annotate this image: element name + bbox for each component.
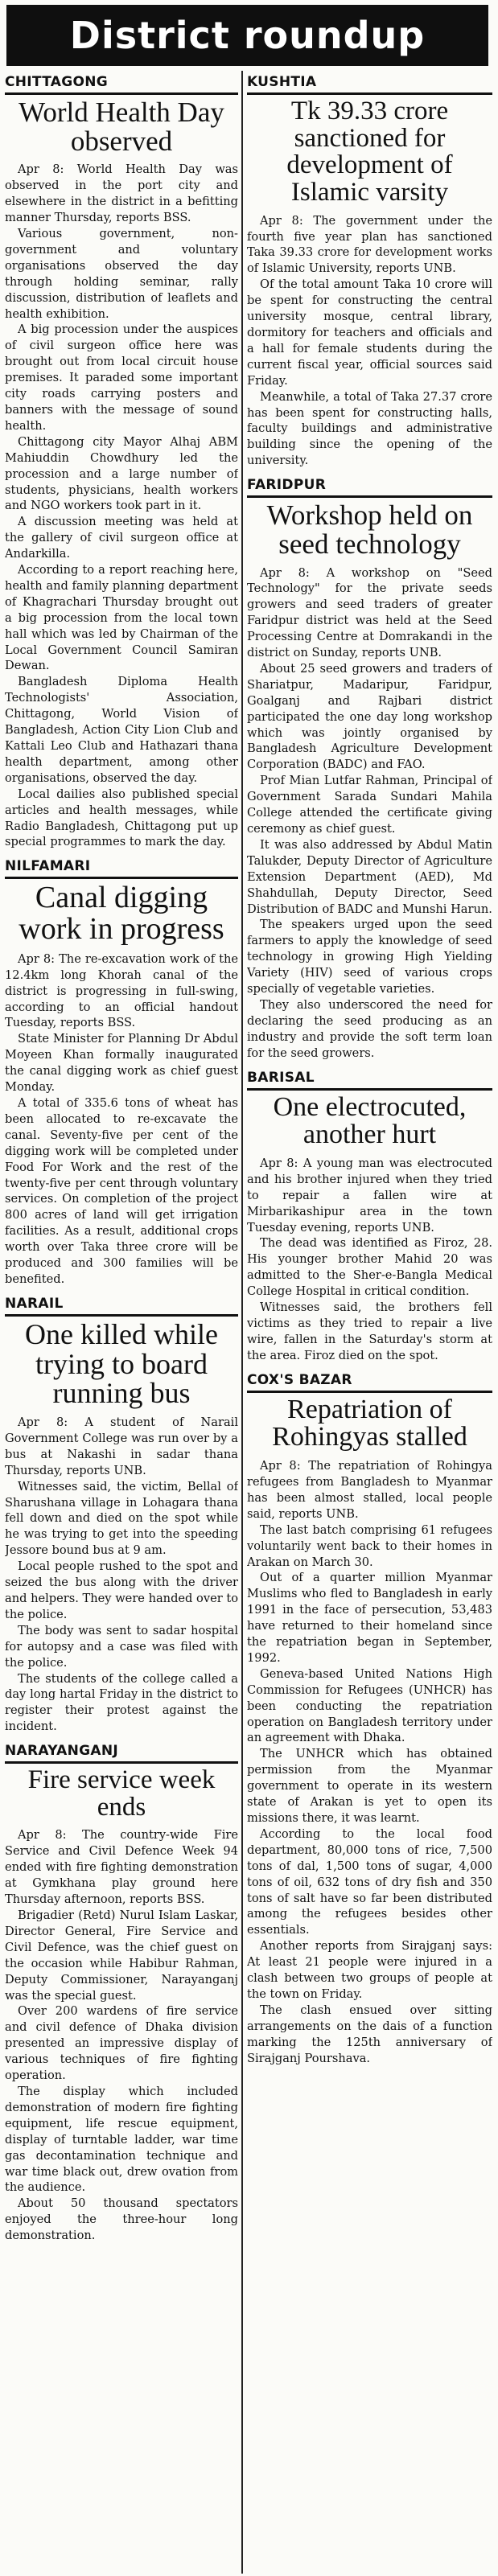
story-paragraph: Meanwhile, a total of Taka 27.37 crore has been spent for constructing halls, faculty buildings and administrative building since the opening of the university.: [247, 389, 492, 468]
story-dateline: CHITTAGONG: [5, 74, 238, 95]
story-nilfamari: [5, 858, 238, 1288]
story-dateline: BARISAL: [247, 1070, 492, 1091]
story-paragraph: The UNHCR which has obtained permission from the Myanmar government to operate in its western state of Arakan is yet to open its missions there, it was learnt.: [247, 1747, 492, 1825]
story-headline: Canal digging work in progress: [19, 881, 224, 947]
story-coxs-bazar: [247, 1372, 492, 2067]
story-headline: World Health Day observed: [19, 97, 224, 157]
story-paragraph: Apr 8: The repatriation of Rohingya refugees from Bangladesh to Myanmar has been almost stalled, local people said, reports UNB.: [247, 1459, 492, 1521]
story-body: [5, 951, 238, 1288]
story-dateline: KUSHTIA: [247, 74, 492, 95]
story-barisal: [247, 1070, 492, 1364]
story-paragraph: Various government, non-government and voluntary organisations observed the day through holding seminar, rally discussion, distribution of leaflets and health exhibition.: [5, 227, 238, 321]
story-headline: One electrocuted, another hurt: [273, 1091, 467, 1150]
story-paragraph: Another reports from Sirajganj says: At least 21 people were injured in a clash between two groups of people at the town on Friday.: [247, 1939, 492, 2001]
story-paragraph: Of the total amount Taka 10 crore will be spent for constructing the central university mosque, central library, dormitory for teachers and officials and a hall for female students during the current fiscal year, official sources said Friday.: [247, 277, 492, 388]
story-paragraph: The clash ensued over sitting arrangements on the dais of a function marking the 125th anniversary of Sirajganj Pourshava.: [247, 2003, 492, 2065]
section-masthead: [6, 5, 488, 66]
story-paragraph: The last batch comprising 61 refugees voluntarily went back to their homes in Arakan on March 30.: [247, 1522, 492, 1569]
story-paragraph: About 50 thousand spectators enjoyed the three-hour long demonstration.: [5, 2196, 238, 2243]
story-paragraph: Apr 8: A workshop on "Seed Technology" for the private seeds growers and seed traders of greater Faridpur district was held at the Seed Processing Centre at Domrakandi in the district on Sunday, reports UNB.: [247, 565, 492, 660]
story-paragraph: According to a report reaching here, health and family planning department of Khagrachari Thursday brought out a big procession from the local town hall which was led by Chairman of the Local Government Council Samiran Dewan.: [5, 563, 238, 673]
story-paragraph: The students of the college called a day long hartal Friday in the district to register their protest against the incident.: [5, 1671, 238, 1734]
story-headline: Fire service week ends: [27, 1765, 216, 1822]
story-paragraph: According to the local food department, 80,000 tons of rice, 7,500 tons of dal, 1,500 tons of sugar, 4,000 tons of oil, 632 tons of dry fish and 350 tons of salt have so far been distributed among the refugees besides other essentials.: [247, 1826, 492, 1937]
story-headline: One killed while trying to board running bus: [25, 1317, 218, 1410]
story-paragraph: Local dailies also published special articles and health messages, while Radio Bangladesh, Chittagong put up special programmes to mark the day.: [5, 787, 238, 849]
story-body: [247, 1156, 492, 1364]
story-paragraph: Prof Mian Lutfar Rahman, Principal of Government Sarada Sundari Mahila College attended the certificate giving ceremony as chief guest.: [247, 774, 492, 836]
story-body: [5, 162, 238, 850]
left-column: [5, 74, 238, 2574]
story-headline: Workshop held on seed technology: [266, 499, 473, 560]
story-paragraph: Apr 8: The government under the fourth five year plan has sanctioned Taka 39.33 crore for development works of Islamic University, reports UNB.: [247, 213, 492, 276]
right-column: [247, 74, 492, 2574]
story-narayanganj: [5, 1743, 238, 2244]
story-headline: Repatriation of Rohingyas stalled: [272, 1394, 467, 1452]
story-paragraph: The dead was identified as Firoz, 28. His younger brother Mahid 20 was admitted to the Sher-e-Bangla Medical College Hospital in critical condition.: [247, 1236, 492, 1299]
story-dateline: FARIDPUR: [247, 477, 492, 498]
story-paragraph: A big procession under the auspices of civil surgeon office here was brought out from local circuit house premises. It paraded some important city roads carrying posters and banners with the message of sound health.: [5, 323, 238, 433]
story-paragraph: Apr 8: The re-excavation work of the 12.4km long Khorah canal of the district is progressing in full-swing, according to an official handout Tuesday, reports BSS.: [5, 951, 238, 1030]
story-paragraph: They also underscored the need for declaring the seed producing as an industry and provide the soft term loan for the seed growers.: [247, 997, 492, 1060]
column-divider: [241, 71, 243, 2574]
story-paragraph: Geneva-based United Nations High Commission for Refugees (UNHCR) has been conducting the repatriation operation on Bangladesh territory under an agreement with Dhaka.: [247, 1666, 492, 1745]
story-paragraph: Local people rushed to the spot and seized the bus along with the driver and helpers. They were handed over to the police.: [5, 1559, 238, 1621]
story-paragraph: The body was sent to sadar hospital for autopsy and a case was filed with the police.: [5, 1623, 238, 1670]
story-kushtia: [247, 74, 492, 469]
story-paragraph: Out of a quarter million Myanmar Muslims who fled to Bangladesh in early 1991 in the face of persecution, 53,483 have returned to their homeland since the repatriation began in September, 1992.: [247, 1571, 492, 1665]
story-body: [247, 1458, 492, 2066]
story-paragraph: Over 200 wardens of fire service and civil defence of Dhaka division presented an impressive display of various techniques of fire fighting operation.: [5, 2004, 238, 2083]
story-body: [247, 565, 492, 1062]
story-paragraph: Witnesses said, the brothers fell victims as they tried to repair a live wire, fallen in the Saturday's storm at the area. Firoz died on the spot.: [247, 1300, 492, 1362]
story-dateline: NARAIL: [5, 1296, 238, 1317]
story-paragraph: Apr 8: A young man was electrocuted and his brother injured when they tried to repair a fallen wire at Mirbarikashipur area in the town Tuesday evening, reports UNB.: [247, 1156, 492, 1235]
section-title: District roundup: [69, 14, 426, 57]
story-paragraph: Apr 8: The country-wide Fire Service and Civil Defence Week 94 ended with fire fighting demonstration at Gymkhana play ground here Thursday afternoon, reports BSS.: [5, 1828, 238, 1907]
story-dateline: COX'S BAZAR: [247, 1372, 492, 1393]
story-paragraph: The speakers urged upon the seed farmers to apply the knowledge of seed technology in growing High Yielding Variety (HIV) seed of various crops specially of vegetable varieties.: [247, 918, 492, 996]
story-paragraph: Witnesses said, the victim, Bellal of Sharushana village in Lohagara thana fell down and died on the spot while he was trying to get into the speeding Jessore bound bus at 9 am.: [5, 1479, 238, 1558]
story-paragraph: Apr 8: A student of Narail Government College was run over by a bus at Nakashi in sadar thana Thursday, reports UNB.: [5, 1415, 238, 1477]
story-paragraph: Chittagong city Mayor Alhaj ABM Mahiuddin Chowdhury led the procession and a large number of students, physicians, health workers and NGO workers took part in it.: [5, 434, 238, 513]
story-dateline: NARAYANGANJ: [5, 1743, 238, 1764]
story-paragraph: Apr 8: World Health Day was observed in the port city and elsewhere in the district in a befitting manner Thursday, reports BSS.: [5, 162, 238, 225]
story-narail: [5, 1296, 238, 1735]
story-paragraph: About 25 seed growers and traders of Shariatpur, Madaripur, Faridpur, Goalganj and Rajbari district participated the one day long workshop which was jointly organised by Bangladesh Agriculture Development Corporation (BADC) and FAO.: [247, 661, 492, 772]
story-paragraph: It was also addressed by Abdul Matin Talukder, Deputy Director of Agriculture Extension Department (AED), Md Shahdullah, Deputy Director, Seed Distribution of BADC and Munshi Harun.: [247, 837, 492, 916]
story-body: [5, 1827, 238, 2244]
story-faridpur: [247, 477, 492, 1061]
story-body: [5, 1415, 238, 1735]
story-paragraph: The display which included demonstration of modern fire fighting equipment, life rescue equipment, display of turntable ladder, war time gas decontamination technique and war time black out, drew ovation from the audience.: [5, 2084, 238, 2195]
story-headline: Tk 39.33 crore sanctioned for development of Islamic varsity: [286, 97, 453, 207]
story-chittagong: [5, 74, 238, 850]
story-paragraph: A discussion meeting was held at the gallery of civil surgeon office at Andarkilla.: [5, 515, 238, 561]
story-paragraph: Bangladesh Diploma Health Technologists' Association, Chittagong, World Vision of Bangladesh, Action City Lion Club and Kattali Leo Club and Hathazari thana health department, among other organisations, observed the day.: [5, 675, 238, 785]
story-paragraph: State Minister for Planning Dr Abdul Moyeen Khan formally inaugurated the canal digging work as chief guest Monday.: [5, 1032, 238, 1095]
story-paragraph: A total of 335.6 tons of wheat has been allocated to re-excavate the canal. Seventy-five per cent of the digging work will be completed under Food For Work and the rest of the twenty-five per cent through voluntary services. On completion of the project 800 acres of land will get irrigation facilities. As a result, additional crops worth over Taka three crore will be produced and 300 families will be benefited.: [5, 1096, 238, 1286]
story-paragraph: Brigadier (Retd) Nurul Islam Laskar, Director General, Fire Service and Civil Defence, was the chief guest on the occasion while Habibur Rahman, Deputy Commissioner, Narayanganj was the special guest.: [5, 1908, 238, 2003]
story-dateline: NILFAMARI: [5, 858, 238, 879]
story-body: [247, 213, 492, 470]
